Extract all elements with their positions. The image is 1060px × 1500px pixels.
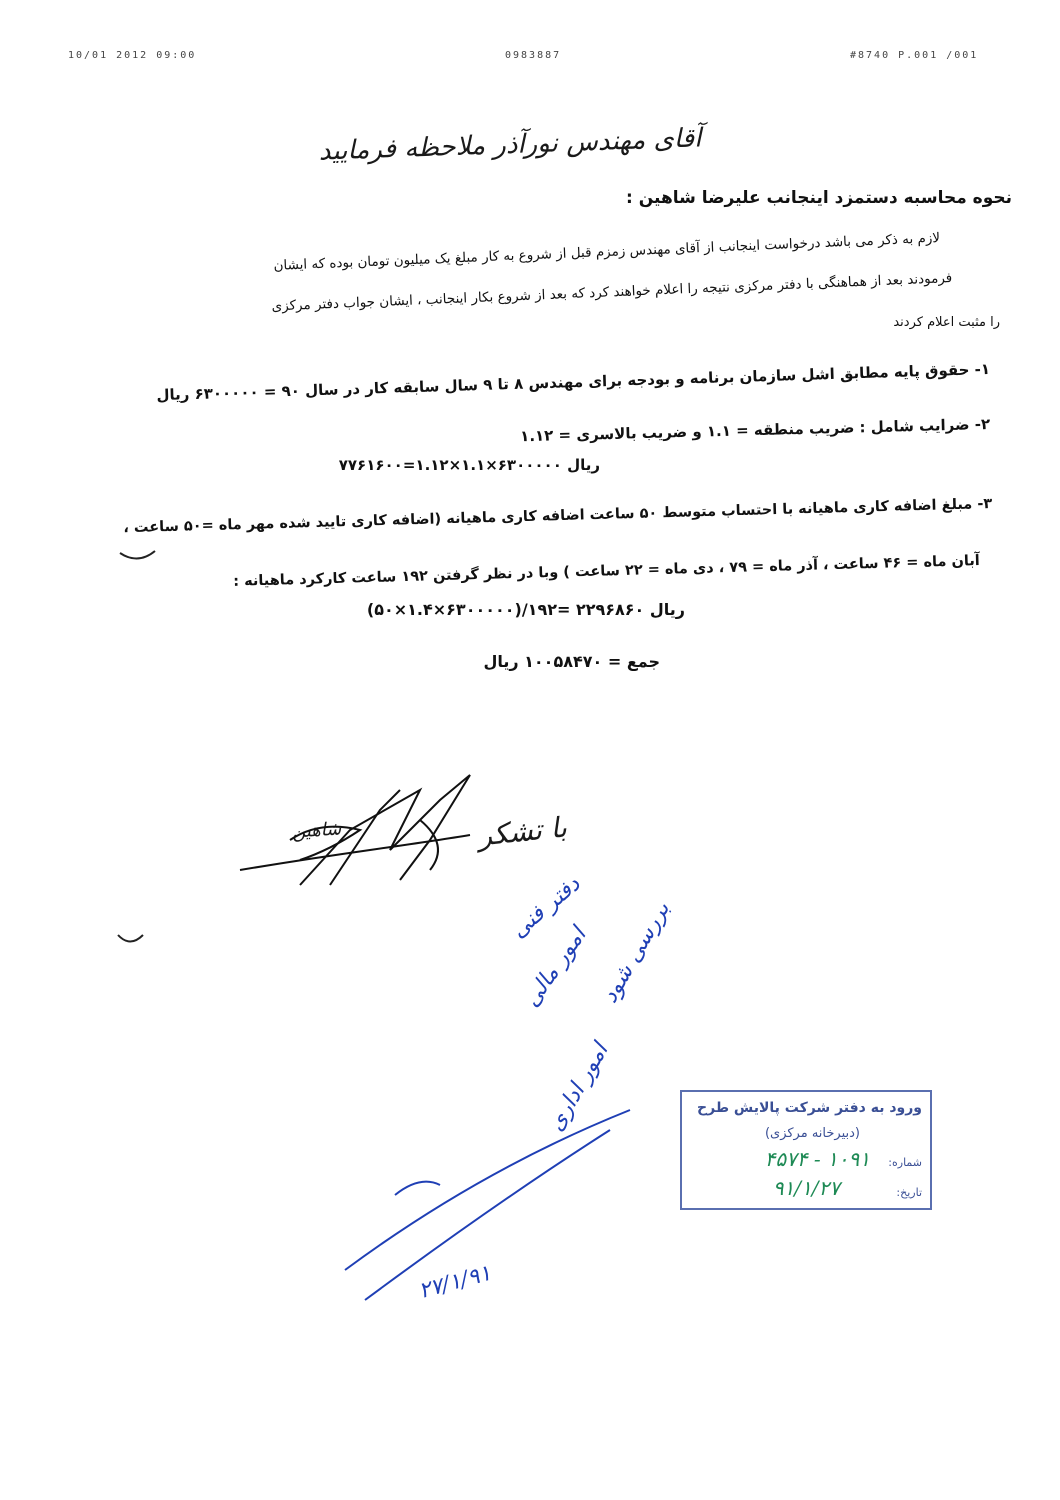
fax-header-page: #8740 P.001 /001 (850, 50, 979, 61)
thanks-note: با تشکر (476, 810, 569, 853)
stamp-date-value: ۹۱/۱/۲۷ (772, 1176, 840, 1200)
receipt-stamp (680, 1090, 932, 1210)
stamp-number-label: شماره: (888, 1156, 922, 1169)
paragraph-line-3: را مثبت اعلام کردند (893, 315, 1000, 330)
blue-pen-lines (345, 1110, 630, 1300)
stamp-title: ورود به دفتر شرکت پالایش طرح (697, 1100, 922, 1116)
item-coefficients-calculation: ریال ۶۳۰۰۰۰۰×۱.۱×۱.۱۲=۷۷۶۱۶۰۰ (338, 456, 600, 474)
item-overtime-calculation: ریال ۲۲۹۶۸۶۰ =۱۹۲/(۶۳۰۰۰۰۰×۱.۴×۵۰) (366, 600, 685, 619)
item-overtime-line-2: آبان ماه = ۴۶ ساعت ، آذر ماه = ۷۹ ، دی ماه = ۲۲ ساعت ) وبا در نظر گرفتن ۱۹۲ ساعت کارکرد ماهیانه : (233, 553, 981, 590)
fax-header-datetime: 10/01 2012 09:00 (68, 50, 197, 61)
stamp-date-label: تاریخ: (896, 1186, 922, 1199)
item-base-salary: ۱- حقوق پایه مطابق اشل سازمان برنامه و بودجه برای مهندس ۸ تا ۹ سال سابقه کار در سال ۹۰ = ۶۳۰۰۰۰۰ ریال (156, 360, 991, 405)
blue-note-date: ۲۷/۱/۹۱ (416, 1260, 494, 1305)
stamp-subtitle: (دبیرخانه مرکزی) (764, 1126, 860, 1141)
paragraph-line-2: فرمودند بعد از هماهنگی با دفتر مرکزی نتیجه را اعلام خواهند کرد که بعد از شروع بکار اینجانب ، ایشان جواب دفتر مرکزی (271, 270, 953, 315)
blue-note-line-4: امور اداری (543, 1039, 614, 1136)
fax-header-number: 0983887 (505, 50, 562, 61)
blue-note-line-3: بررسی شود (597, 897, 676, 1008)
total-amount: جمع = ۱۰۰۵۸۴۷۰ ریال (483, 652, 660, 671)
document-heading: نحوه محاسبه دستمزد اینجانب علیرضا شاهین : (625, 188, 1012, 208)
item-coefficients: ۲- ضرایب شامل : ضریب منطقه = ۱.۱ و ضریب بالاسری = ۱.۱۲ (519, 415, 991, 446)
stamp-number-value: ۱۰۹۱ - ۴۵۷۴ (764, 1147, 870, 1171)
blue-note-line-1: دفتر فنی (506, 871, 586, 944)
blue-note-line-2: امور مالی (519, 923, 592, 1012)
item-overtime-line-1: ۳- مبلغ اضافه کاری ماهیانه با احتساب متوسط ۵۰ ساعت اضافه کاری ماهیانه (اضافه کاری تایید شده مهر ماه =۵۰ ساعت ، (122, 496, 993, 537)
signature-name: شاهین (291, 818, 342, 843)
handwritten-referral-note: آقای مهندس نورآذر ملاحظه فرمایید (318, 123, 702, 167)
paragraph-line-1: لازم به ذکر می باشد درخواست اینجانب از آقای مهندس زمزم قبل از شروع به کار مبلغ یک میلیون تومان بوده که ایشان (273, 230, 941, 274)
